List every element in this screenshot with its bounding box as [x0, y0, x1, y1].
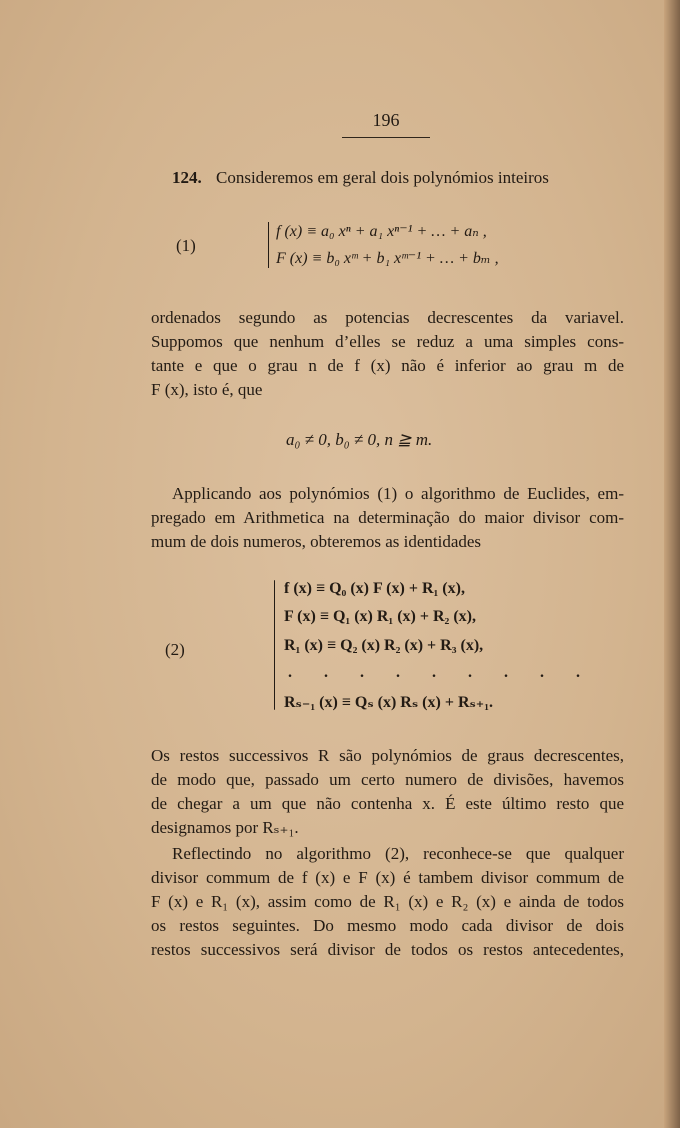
para3-line2: de modo que, passado um certo numero de divisões, havemos — [151, 770, 624, 789]
para1-line4: F (x), isto é, que — [151, 380, 263, 399]
para3-line3: de chegar a um que não contenha x. É este último resto que — [151, 794, 624, 813]
section-intro-text: Consideremos em geral dois polynómios inteiros — [216, 168, 549, 187]
para3-line1: Os restos successivos R são polynómios de graus decrescentes, — [151, 746, 624, 765]
para2-line2: pregado em Arithmetica na determinação do maior divisor com- — [151, 508, 624, 527]
condition-line: a₀ ≠ 0, b₀ ≠ 0, n ≧ m. — [286, 430, 433, 449]
para2-line3: mum de dois numeros, obteremos as identidades — [151, 532, 482, 551]
system1-eq1: f (x) ≡ a₀ xⁿ + a₁ xⁿ⁻¹ + … + aₙ , — [276, 223, 487, 240]
para2-line1: Applicando aos polynómios (1) o algorithmo de Euclides, em- — [172, 484, 624, 503]
system2-eq4: Rₛ₋₁ (x) ≡ Qₛ (x) Rₛ (x) + Rₛ₊₁. — [284, 694, 494, 711]
equation-label-2: (2) — [165, 640, 185, 659]
para1-line3: tante e que o grau n de f (x) não é inferior ao grau m de — [151, 356, 624, 375]
system2-eq3: R₁ (x) ≡ Q₂ (x) R₂ (x) + R₃ (x), — [284, 637, 484, 654]
para4-line1: Reflectindo no algorithmo (2), reconhece-se que qualquer — [172, 844, 624, 863]
system2-eq1: f (x) ≡ Q₀ (x) F (x) + R₁ (x), — [284, 580, 465, 597]
para1-line2: Suppomos que nenhum d’elles se reduz a uma simples cons- — [151, 332, 624, 351]
para3-line4: designamos por Rₛ₊₁. — [151, 818, 299, 837]
section-intro — [172, 168, 549, 188]
para4-line3: F (x) e R₁ (x), assim como de R₁ (x) e R₂ (x) e ainda de todos — [151, 892, 624, 911]
system1-brace — [268, 222, 269, 268]
system2-dots: . . . . . . . . . — [288, 664, 594, 681]
system2-eq2: F (x) ≡ Q₁ (x) R₁ (x) + R₂ (x), — [284, 608, 476, 625]
equation-label-1: (1) — [176, 236, 196, 255]
page-edge-shadow — [664, 0, 680, 1128]
para1-line1: ordenados segundo as potencias decrescentes da variavel. — [151, 308, 624, 327]
para4-line2: divisor commum de f (x) e F (x) é tambem divisor commum de — [151, 868, 624, 887]
page-number: 196 — [372, 110, 400, 130]
section-number: 124. — [172, 168, 202, 187]
system1-eq2: F (x) ≡ b₀ xᵐ + b₁ xᵐ⁻¹ + … + bₘ , — [276, 250, 499, 267]
header-rule — [342, 137, 430, 138]
para4-line5: restos successivos será divisor de todos os restos antecedentes, — [151, 940, 624, 959]
system2-brace — [274, 580, 275, 710]
para4-line4: os restos seguintes. Do mesmo modo cada divisor de dois — [151, 916, 624, 935]
